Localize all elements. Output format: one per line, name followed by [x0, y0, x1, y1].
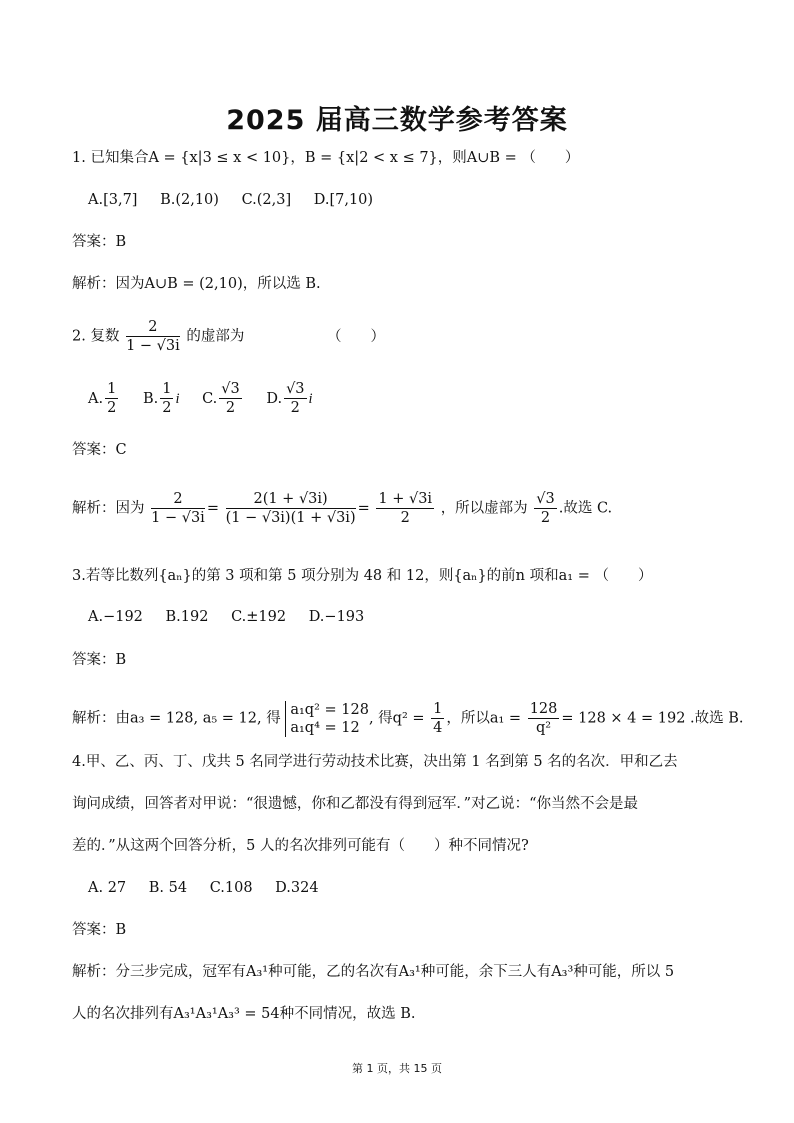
question-4-stem-line-2: 询问成绩，回答者对甲说：“很遗憾，你和乙都没有得到冠军．”对乙说：“你当然不会是最: [72, 796, 638, 812]
option-c: [202, 381, 244, 416]
answer-value: B: [115, 234, 127, 250]
numerator: 2: [126, 318, 180, 337]
option-letter: B.: [142, 390, 159, 407]
question-1-stem: 1. 已知集合A = {x|3 ≤ x < 10}，B = {x|2 < x ≤ 7}，则A∪B = （ ）: [72, 150, 580, 166]
fraction-2: [226, 490, 356, 527]
analysis-text: 因为A∪B = (2,10)，所以选 B.: [115, 276, 321, 292]
denominator: q²: [535, 720, 552, 736]
denominator: 2: [400, 510, 410, 526]
answer-value: B: [115, 652, 127, 668]
answer-label: 答案：: [72, 442, 116, 458]
question-4-stem-line-1: 4.甲、乙、丙、丁、戊共 5 名同学进行劳动技术比赛，决出第 1 名到第 5 名的名次．甲和乙去: [72, 754, 678, 770]
option-letter: D.: [266, 390, 283, 407]
page-footer: 第 1 页，共 15 页: [352, 1062, 442, 1075]
question-4-analysis-line-2: 人的名次排列有A₃¹A₃¹A₃³ = 54种不同情况，故选 B.: [72, 1006, 416, 1022]
numerator: 1: [433, 701, 443, 717]
analysis-text: 分三步完成，冠军有A₃¹种可能，乙的名次有A₃¹种可能，余下三人有A₃³种可能，所以 5: [115, 964, 675, 980]
question-3-analysis: [72, 700, 744, 737]
option-tail: i: [308, 390, 313, 407]
denominator: 2: [225, 400, 236, 416]
analysis-label: 解析：: [72, 500, 116, 517]
numerator: √3: [286, 381, 305, 397]
stem-fraction: [126, 318, 180, 355]
answer-value: B: [115, 922, 127, 938]
answer-value: C: [115, 442, 127, 458]
numerator: 1 + √3i: [378, 491, 433, 507]
question-2-analysis: 解析：因为 $\frac{2}{1 - √3i}$ = $\frac{2(1 + √3i)}{(1 - √3i)(1 + √3i)}$ = $\frac{1 + √3i}{2}$ ，所以虚部为 $\frac{√3}{2}$ .故选 C.: [72, 491, 613, 526]
option-letter: C.: [202, 390, 218, 407]
answer-label: 答案：: [72, 234, 116, 250]
question-3-stem: 3.若等比数列{aₙ}的第 3 项和第 5 项分别为 48 和 12，则{aₙ}的前n 项和a₁ = （ ）: [72, 568, 653, 584]
numerator: √3: [536, 491, 555, 507]
fraction-3: [376, 490, 434, 527]
question-1-options: [88, 190, 391, 210]
question-4-answer: [72, 920, 126, 940]
stem-paren: （ ）: [326, 328, 385, 345]
denominator: (1 − √3i)(1 + √3i): [225, 510, 356, 526]
numerator: 2(1 + √3i): [226, 490, 356, 509]
option-d: D.324: [275, 880, 319, 896]
equation-2: a₁q⁴ = 12: [290, 719, 360, 736]
numerator: 128: [529, 701, 558, 717]
denominator: 1 − √3i: [126, 338, 180, 354]
answer-label: 答案：: [72, 652, 116, 668]
answer-label: 答案：: [72, 922, 116, 938]
option-letter: A.: [88, 390, 104, 407]
analysis-part-c: ，所以a₁ =: [446, 710, 522, 727]
analysis-end: .故选 C.: [558, 500, 613, 517]
stem-prefix: 2. 复数: [72, 328, 120, 345]
fraction-q: [431, 700, 444, 737]
option-c: C.±192: [231, 609, 287, 625]
denominator: 2: [107, 400, 117, 416]
analysis-part-b: , 得q² =: [368, 710, 425, 727]
fraction-1: [151, 490, 205, 527]
analysis-label: 解析：: [72, 710, 116, 727]
question-3-options: [88, 607, 382, 627]
option-b: [142, 381, 180, 416]
equation-1: a₁q² = 128: [290, 701, 369, 718]
fraction-a: [528, 700, 560, 737]
analysis-part-d: = 128 × 4 = 192 .故选 B.: [561, 710, 744, 727]
question-2-stem: [72, 318, 385, 355]
fraction-4: [534, 490, 556, 527]
option-b: B.192: [165, 609, 209, 625]
analysis-prefix: 因为: [115, 500, 145, 517]
option-fraction: [284, 380, 306, 417]
option-d: D.−193: [308, 609, 365, 625]
question-3-answer: [72, 650, 126, 670]
analysis-label: 解析：: [72, 964, 116, 980]
option-c: C.(2,3]: [241, 192, 292, 208]
option-a: A. 27: [88, 880, 127, 896]
option-fraction: [105, 380, 118, 417]
option-c: C.108: [209, 880, 253, 896]
option-d: [266, 381, 313, 416]
option-fraction: [219, 380, 241, 417]
option-d: D.[7,10): [313, 192, 374, 208]
denominator: 2: [162, 400, 172, 416]
question-4-options: [88, 878, 337, 898]
option-tail: i: [175, 390, 180, 407]
analysis-label: 解析：: [72, 276, 116, 292]
numerator: 1: [162, 381, 172, 397]
analysis-mid: ，所以虚部为: [440, 500, 528, 517]
option-b: B.(2,10): [160, 192, 219, 208]
denominator: 1 − √3i: [151, 510, 205, 526]
option-a: A.[3,7]: [88, 192, 138, 208]
question-2-options: [88, 380, 331, 417]
analysis-part-a: 由a₃ = 128, a₅ = 12, 得: [115, 710, 281, 727]
numerator: 2: [151, 490, 205, 509]
question-2-answer: [72, 440, 127, 460]
option-a: [88, 381, 120, 416]
question-4-analysis-line-1: [72, 962, 674, 982]
denominator: 2: [540, 510, 551, 526]
question-4-stem-line-3: 差的．”从这两个回答分析，5 人的名次排列可能有（ ）种不同情况?: [72, 838, 529, 854]
page-title: 2025 届高三数学参考答案: [226, 105, 568, 136]
question-1-analysis: [72, 274, 321, 294]
numerator: 1: [107, 381, 117, 397]
numerator: √3: [221, 381, 240, 397]
denominator: 2: [290, 400, 300, 416]
option-b: B. 54: [148, 880, 188, 896]
stem-suffix: 的虚部为: [186, 328, 245, 345]
equation-system: [285, 701, 369, 737]
option-a: A.−192: [88, 609, 143, 625]
option-fraction: [160, 380, 173, 417]
denominator: 4: [433, 720, 443, 736]
question-1-answer: [72, 232, 126, 252]
